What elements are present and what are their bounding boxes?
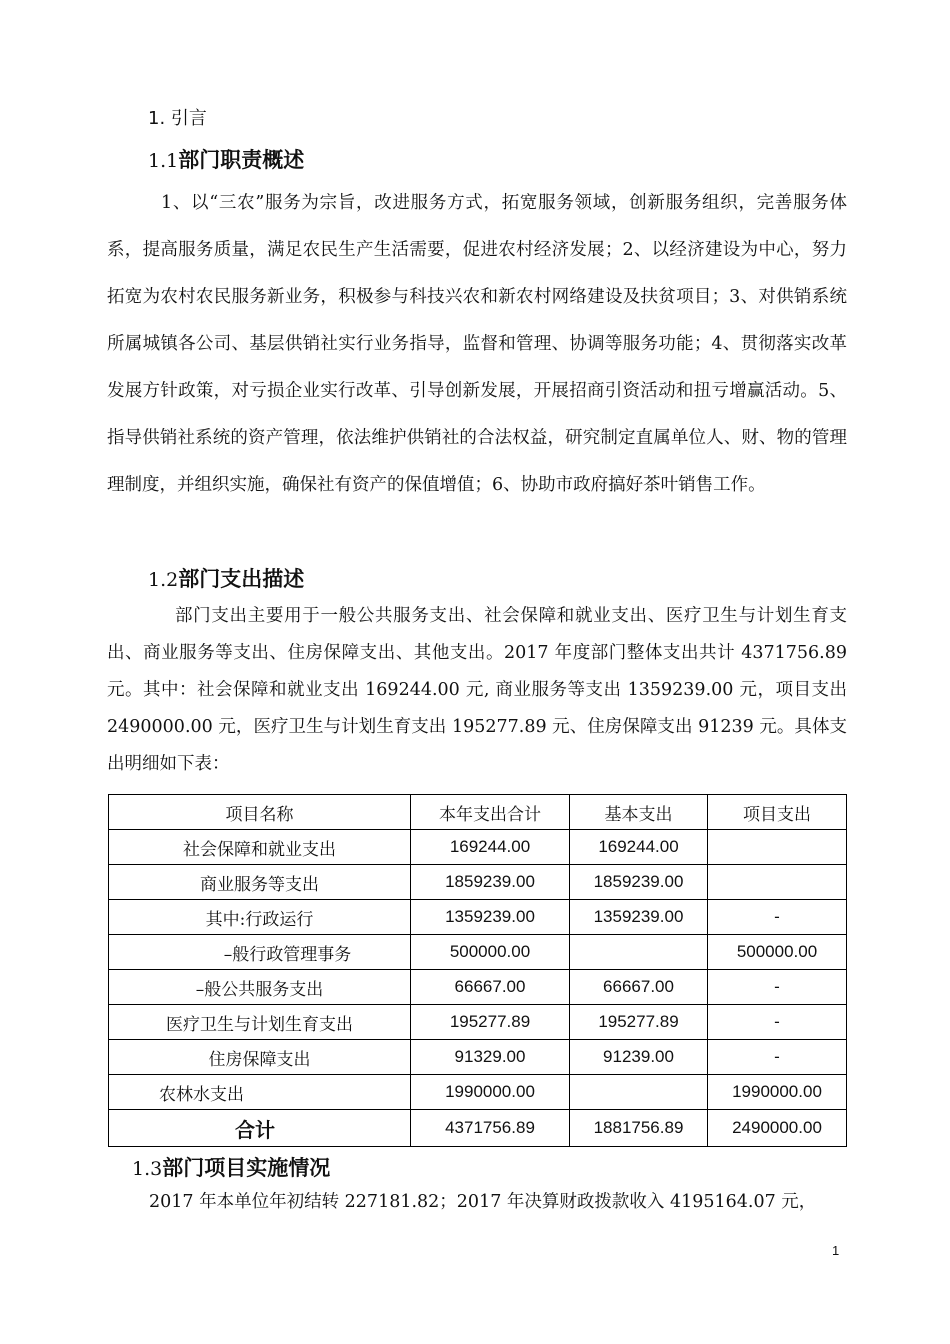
basic-cell: 91239.00 bbox=[570, 1040, 708, 1075]
section-3-heading bbox=[132, 1152, 330, 1182]
section-3-title: 部门项目实施情况 bbox=[162, 1156, 331, 1180]
total-cell: 1859239.00 bbox=[411, 865, 570, 900]
table-total-row bbox=[109, 1110, 847, 1147]
header-cell: 本年支出合计 bbox=[411, 795, 570, 830]
total-cell: 66667.00 bbox=[411, 970, 570, 1005]
row-label: 医疗卫生与计划生育支出 bbox=[109, 1005, 411, 1040]
table-row bbox=[109, 935, 847, 970]
total-cell: 91329.00 bbox=[411, 1040, 570, 1075]
section-2-paragraph: 部门支出主要用于一般公共服务支出、社会保障和就业支出、医疗卫生与计划生育支出、商业服务等支出、住房保障支出、其他支出。2017 年度部门整体支出共计 4371756.89 元。其中：社会保障和就业支出 169244.00 元, 商业服务等支出 1359239.00 元，项目支出 2490000.00 元，医疗卫生与计划生育支出 195277.89 元、住房保障支出 91239 元。具体支出明细如下表： bbox=[107, 606, 847, 774]
basic-cell: 169244.00 bbox=[570, 830, 708, 865]
total-label: 合计 bbox=[109, 1110, 411, 1147]
section-2-title: 部门支出描述 bbox=[178, 567, 305, 591]
total-cell: 4371756.89 bbox=[411, 1110, 570, 1147]
table-row bbox=[109, 970, 847, 1005]
page-number: 1 bbox=[832, 1243, 840, 1258]
total-cell: 195277.89 bbox=[411, 1005, 570, 1040]
row-label: 商业服务等支出 bbox=[109, 865, 411, 900]
basic-cell: 1859239.00 bbox=[570, 865, 708, 900]
basic-cell: 1359239.00 bbox=[570, 900, 708, 935]
section-3-number: 1.3 bbox=[132, 1158, 163, 1180]
section-1-heading bbox=[148, 144, 304, 174]
table-row bbox=[109, 1040, 847, 1075]
header-cell: 项目名称 bbox=[109, 795, 411, 830]
row-label: –般行政管理事务 bbox=[109, 935, 411, 970]
section-2-number: 1.2 bbox=[148, 569, 179, 591]
project-cell: - bbox=[708, 1040, 847, 1075]
section-3-paragraph: 2017 年本单位年初结转 227181.82；2017 年决算财政拨款收入 4195164.07 元， bbox=[149, 1192, 817, 1212]
table-header-row bbox=[109, 795, 847, 830]
project-cell: - bbox=[708, 970, 847, 1005]
row-label: 农林水支出 bbox=[109, 1075, 411, 1110]
row-label: 社会保障和就业支出 bbox=[109, 830, 411, 865]
header-cell: 基本支出 bbox=[570, 795, 708, 830]
section-1-title: 部门职责概述 bbox=[178, 148, 305, 172]
total-cell: 1359239.00 bbox=[411, 900, 570, 935]
project-cell: - bbox=[708, 1005, 847, 1040]
project-cell: 1990000.00 bbox=[708, 1075, 847, 1110]
table-row bbox=[109, 830, 847, 865]
expenditure-table bbox=[108, 794, 847, 1147]
basic-cell bbox=[570, 1075, 708, 1110]
total-cell: 500000.00 bbox=[411, 935, 570, 970]
project-cell bbox=[708, 830, 847, 865]
row-label: –般公共服务支出 bbox=[109, 970, 411, 1005]
row-label: 其中:行政运行 bbox=[109, 900, 411, 935]
section-2-heading bbox=[148, 563, 304, 593]
intro-heading: 1. 引言 bbox=[148, 108, 207, 129]
section-1-number: 1.1 bbox=[148, 150, 179, 172]
section-1-paragraph: 1、以“三农”服务为宗旨，改进服务方式，拓宽服务领域，创新服务组织，完善服务体系，提高服务质量，满足农民生产生活需要，促进农村经济发展；2、以经济建设为中心，努力拓宽为农村农民服务新业务，积极参与科技兴农和新农村网络建设及扶贫项目；3、对供销系统所属城镇各公司、基层供销社实行业务指导，监督和管理、协调等服务功能；4、贯彻落实改革发展方针政策，对亏损企业实行改革、引导创新发展，开展招商引资活动和扭亏增赢活动。5、指导供销社系统的资产管理，依法维护供销社的合法权益，研究制定直属单位人、财、物的管理理制度，并组织实施，确保社有资产的保值增值；6、协助市政府搞好茶叶销售工作。 bbox=[107, 193, 847, 495]
total-cell: 169244.00 bbox=[411, 830, 570, 865]
project-cell: 2490000.00 bbox=[708, 1110, 847, 1147]
row-label: 住房保障支出 bbox=[109, 1040, 411, 1075]
header-cell: 项目支出 bbox=[708, 795, 847, 830]
project-cell: 500000.00 bbox=[708, 935, 847, 970]
project-cell bbox=[708, 865, 847, 900]
table-row bbox=[109, 865, 847, 900]
basic-cell: 195277.89 bbox=[570, 1005, 708, 1040]
project-cell: - bbox=[708, 900, 847, 935]
table-row bbox=[109, 1005, 847, 1040]
basic-cell: 1881756.89 bbox=[570, 1110, 708, 1147]
basic-cell bbox=[570, 935, 708, 970]
table-row bbox=[109, 900, 847, 935]
total-cell: 1990000.00 bbox=[411, 1075, 570, 1110]
table-row bbox=[109, 1075, 847, 1110]
basic-cell: 66667.00 bbox=[570, 970, 708, 1005]
